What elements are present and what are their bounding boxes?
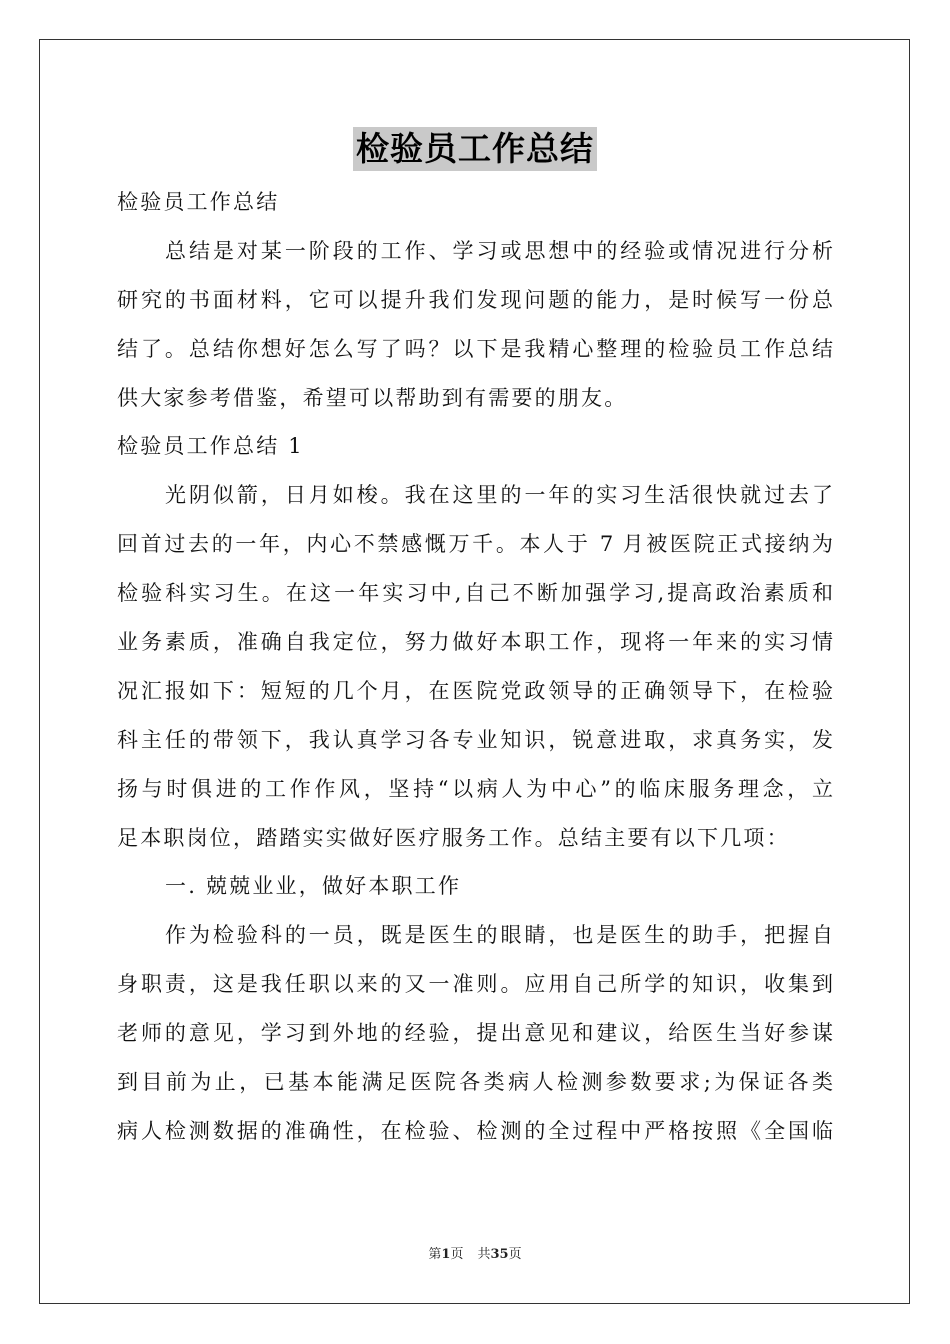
page-suffix: 页 [450,1247,464,1262]
total-pages: 35 [490,1247,509,1262]
page-footer [0,1243,950,1262]
subsection-heading: 一. 兢兢业业，做好本职工作 [165,874,462,899]
document-title: 检验员工作总结 [353,127,597,171]
paragraph-line: 足本职岗位，踏踏实实做好医疗服务工作。总结主要有以下几项： [117,825,790,850]
paragraph-line: 科主任的带领下，我认真学习各专业知识，锐意进取，求真务实，发 [117,727,833,752]
paragraph-line: 研究的书面材料，它可以提升我们发现问题的能力，是时候写一份总 [117,287,833,312]
total-prefix: 共 [477,1247,491,1262]
total-suffix: 页 [508,1247,522,1262]
paragraph-line: 回首过去的一年，内心不禁感慨万千。本人于 7 月被医院正式接纳为 [117,532,833,557]
paragraph-line: 身职责，这是我任职以来的又一准则。应用自己所学的知识，收集到 [117,972,833,997]
paragraph-line: 扬与时俱进的工作作风，坚持“以病人为中心”的临床服务理念，立 [117,776,833,801]
paragraph-line: 到目前为止，已基本能满足医院各类病人检测参数要求;为保证各类 [117,1070,833,1095]
paragraph-line: 结了。总结你想好怎么写了吗？以下是我精心整理的检验员工作总结 [117,336,833,361]
paragraph-line: 况汇报如下：短短的几个月，在医院党政领导的正确领导下，在检验 [117,678,833,703]
page-prefix: 第 [428,1247,442,1262]
document-body [117,178,833,1156]
paragraph-line: 总结是对某一阶段的工作、学习或思想中的经验或情况进行分析 [165,238,833,263]
paragraph-line: 病人检测数据的准确性，在检验、检测的全过程中严格按照《全国临 [117,1118,833,1143]
page-number: 1 [441,1247,451,1262]
paragraph-line: 检验科实习生。在这一年实习中,自己不断加强学习,提高政治素质和 [117,581,833,606]
title-container [0,127,950,171]
paragraph-line: 老师的意见，学习到外地的经验，提出意见和建议，给医生当好参谋 [117,1021,833,1046]
subtitle-line: 检验员工作总结 [117,190,280,214]
section-heading: 检验员工作总结 1 [117,434,304,459]
paragraph-line: 业务素质，准确自我定位，努力做好本职工作，现将一年来的实习情 [117,630,833,655]
paragraph-line: 光阴似箭，日月如梭。我在这里的一年的实习生活很快就过去了 [165,483,833,508]
paragraph-line: 供大家参考借鉴，希望可以帮助到有需要的朋友。 [117,385,628,410]
paragraph-line: 作为检验科的一员，既是医生的眼睛，也是医生的助手，把握自 [165,923,833,948]
